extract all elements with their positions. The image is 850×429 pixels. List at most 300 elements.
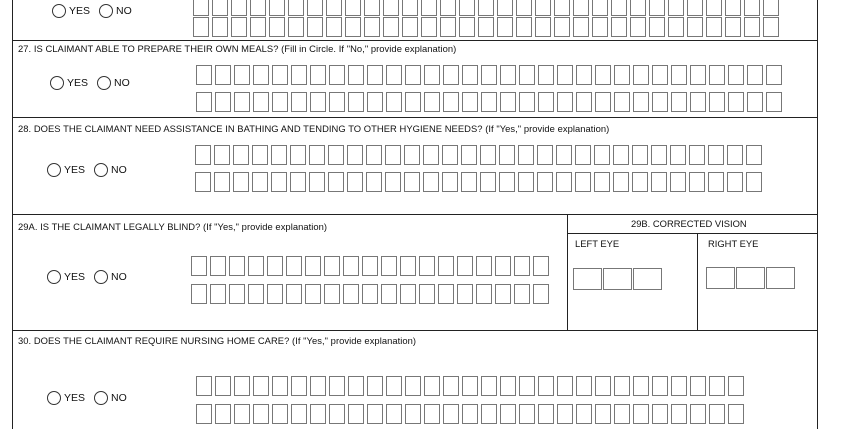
character-box[interactable] [632,172,648,192]
character-box[interactable] [405,92,421,112]
character-box[interactable] [557,65,573,85]
q26-explanation-row-2[interactable] [193,17,782,37]
character-box[interactable] [423,145,439,165]
character-box[interactable] [231,17,247,37]
character-box[interactable] [652,376,668,396]
character-box[interactable] [348,92,364,112]
character-box[interactable] [537,172,553,192]
character-box[interactable] [652,65,668,85]
character-box[interactable] [461,172,477,192]
character-box[interactable] [362,256,378,276]
character-box[interactable] [480,172,496,192]
character-box[interactable] [500,92,516,112]
character-box[interactable] [291,92,307,112]
character-box[interactable] [576,65,592,85]
character-box[interactable] [253,404,269,424]
character-box[interactable] [234,92,250,112]
character-box[interactable] [229,284,245,304]
character-box[interactable] [250,0,266,16]
character-box[interactable] [706,267,735,289]
character-box[interactable] [196,376,212,396]
character-box[interactable] [690,404,706,424]
character-box[interactable] [366,172,382,192]
character-box[interactable] [367,404,383,424]
character-box[interactable] [248,256,264,276]
character-box[interactable] [348,376,364,396]
character-box[interactable] [215,404,231,424]
character-box[interactable] [386,65,402,85]
character-box[interactable] [462,92,478,112]
character-box[interactable] [462,376,478,396]
character-box[interactable] [557,404,573,424]
character-box[interactable] [291,404,307,424]
character-box[interactable] [347,145,363,165]
character-box[interactable] [442,145,458,165]
character-box[interactable] [310,65,326,85]
yes-radio[interactable] [47,270,61,284]
character-box[interactable] [364,0,380,16]
character-box[interactable] [288,0,304,16]
character-box[interactable] [728,404,744,424]
character-box[interactable] [191,284,207,304]
character-box[interactable] [404,172,420,192]
character-box[interactable] [443,65,459,85]
character-box[interactable] [535,17,551,37]
character-box[interactable] [438,256,454,276]
character-box[interactable] [500,376,516,396]
character-box[interactable] [538,92,554,112]
character-box[interactable] [462,65,478,85]
character-box[interactable] [519,376,535,396]
character-box[interactable] [746,172,762,192]
character-box[interactable] [651,145,667,165]
character-box[interactable] [766,92,782,112]
character-box[interactable] [633,376,649,396]
q27-explanation-row-2[interactable] [196,92,785,112]
character-box[interactable] [573,0,589,16]
yes-radio[interactable] [47,391,61,405]
character-box[interactable] [614,376,630,396]
character-box[interactable] [476,256,492,276]
character-box[interactable] [668,0,684,16]
character-box[interactable] [556,172,572,192]
no-radio[interactable] [94,391,108,405]
character-box[interactable] [347,172,363,192]
character-box[interactable] [440,17,456,37]
character-box[interactable] [329,404,345,424]
character-box[interactable] [706,0,722,16]
character-box[interactable] [424,92,440,112]
character-box[interactable] [495,256,511,276]
character-box[interactable] [514,284,530,304]
character-box[interactable] [592,17,608,37]
q29a-explanation-row-1[interactable] [191,256,552,276]
character-box[interactable] [671,92,687,112]
character-box[interactable] [212,0,228,16]
character-box[interactable] [443,376,459,396]
no-radio[interactable] [94,163,108,177]
character-box[interactable] [442,172,458,192]
character-box[interactable] [633,268,662,290]
character-box[interactable] [500,404,516,424]
character-box[interactable] [386,376,402,396]
character-box[interactable] [288,17,304,37]
character-box[interactable] [457,284,473,304]
character-box[interactable] [649,17,665,37]
q27-explanation-row-1[interactable] [196,65,785,85]
character-box[interactable] [267,284,283,304]
character-box[interactable] [576,376,592,396]
character-box[interactable] [633,65,649,85]
character-box[interactable] [328,172,344,192]
character-box[interactable] [286,256,302,276]
character-box[interactable] [195,145,211,165]
character-box[interactable] [253,65,269,85]
right-eye-boxes[interactable] [706,267,796,289]
character-box[interactable] [495,284,511,304]
character-box[interactable] [518,145,534,165]
character-box[interactable] [573,268,602,290]
character-box[interactable] [706,17,722,37]
character-box[interactable] [709,92,725,112]
character-box[interactable] [603,268,632,290]
character-box[interactable] [405,404,421,424]
character-box[interactable] [611,0,627,16]
character-box[interactable] [630,0,646,16]
character-box[interactable] [576,92,592,112]
character-box[interactable] [633,404,649,424]
character-box[interactable] [267,256,283,276]
character-box[interactable] [630,17,646,37]
character-box[interactable] [250,17,266,37]
character-box[interactable] [614,92,630,112]
character-box[interactable] [310,92,326,112]
character-box[interactable] [499,145,515,165]
left-eye-boxes[interactable] [573,268,663,290]
character-box[interactable] [345,17,361,37]
character-box[interactable] [535,0,551,16]
character-box[interactable] [481,92,497,112]
character-box[interactable] [233,172,249,192]
character-box[interactable] [611,17,627,37]
character-box[interactable] [763,0,779,16]
character-box[interactable] [193,17,209,37]
character-box[interactable] [554,0,570,16]
character-box[interactable] [419,284,435,304]
character-box[interactable] [381,284,397,304]
character-box[interactable] [518,172,534,192]
character-box[interactable] [538,376,554,396]
character-box[interactable] [343,284,359,304]
character-box[interactable] [286,284,302,304]
character-box[interactable] [310,376,326,396]
character-box[interactable] [367,92,383,112]
character-box[interactable] [516,17,532,37]
character-box[interactable] [614,404,630,424]
character-box[interactable] [324,256,340,276]
character-box[interactable] [481,376,497,396]
character-box[interactable] [725,17,741,37]
character-box[interactable] [727,145,743,165]
character-box[interactable] [459,17,475,37]
character-box[interactable] [367,65,383,85]
character-box[interactable] [500,65,516,85]
character-box[interactable] [709,65,725,85]
character-box[interactable] [690,92,706,112]
character-box[interactable] [326,17,342,37]
character-box[interactable] [215,376,231,396]
character-box[interactable] [575,172,591,192]
character-box[interactable] [594,145,610,165]
character-box[interactable] [556,145,572,165]
character-box[interactable] [670,172,686,192]
character-box[interactable] [671,65,687,85]
character-box[interactable] [196,65,212,85]
character-box[interactable] [557,376,573,396]
character-box[interactable] [595,65,611,85]
character-box[interactable] [671,404,687,424]
character-box[interactable] [348,404,364,424]
character-box[interactable] [651,172,667,192]
character-box[interactable] [367,376,383,396]
character-box[interactable] [362,284,378,304]
character-box[interactable] [290,145,306,165]
character-box[interactable] [595,404,611,424]
yes-radio[interactable] [50,76,64,90]
character-box[interactable] [573,17,589,37]
character-box[interactable] [405,65,421,85]
character-box[interactable] [461,145,477,165]
character-box[interactable] [345,0,361,16]
character-box[interactable] [668,17,684,37]
character-box[interactable] [763,17,779,37]
character-box[interactable] [196,92,212,112]
character-box[interactable] [516,0,532,16]
character-box[interactable] [746,145,762,165]
character-box[interactable] [404,145,420,165]
character-box[interactable] [476,284,492,304]
character-box[interactable] [210,256,226,276]
character-box[interactable] [305,284,321,304]
q30-explanation-row-1[interactable] [196,376,747,396]
character-box[interactable] [687,17,703,37]
character-box[interactable] [557,92,573,112]
character-box[interactable] [305,256,321,276]
character-box[interactable] [594,172,610,192]
character-box[interactable] [329,65,345,85]
character-box[interactable] [575,145,591,165]
character-box[interactable] [329,376,345,396]
character-box[interactable] [421,17,437,37]
character-box[interactable] [689,145,705,165]
no-radio[interactable] [99,4,113,18]
character-box[interactable] [309,172,325,192]
character-box[interactable] [497,17,513,37]
character-box[interactable] [595,92,611,112]
character-box[interactable] [195,172,211,192]
character-box[interactable] [366,145,382,165]
character-box[interactable] [708,172,724,192]
character-box[interactable] [386,404,402,424]
character-box[interactable] [519,92,535,112]
character-box[interactable] [348,65,364,85]
character-box[interactable] [324,284,340,304]
character-box[interactable] [191,256,207,276]
q28-explanation-row-2[interactable] [195,172,765,192]
character-box[interactable] [725,0,741,16]
character-box[interactable] [307,0,323,16]
character-box[interactable] [233,145,249,165]
character-box[interactable] [269,17,285,37]
character-box[interactable] [419,256,435,276]
character-box[interactable] [478,17,494,37]
character-box[interactable] [385,172,401,192]
character-box[interactable] [443,92,459,112]
character-box[interactable] [253,376,269,396]
character-box[interactable] [215,92,231,112]
character-box[interactable] [709,376,725,396]
character-box[interactable] [538,404,554,424]
character-box[interactable] [364,17,380,37]
no-radio[interactable] [94,270,108,284]
character-box[interactable] [310,404,326,424]
character-box[interactable] [424,65,440,85]
character-box[interactable] [231,0,247,16]
character-box[interactable] [537,145,553,165]
character-box[interactable] [309,145,325,165]
character-box[interactable] [459,0,475,16]
character-box[interactable] [229,256,245,276]
character-box[interactable] [728,65,744,85]
character-box[interactable] [272,92,288,112]
q28-explanation-row-1[interactable] [195,145,765,165]
character-box[interactable] [210,284,226,304]
character-box[interactable] [252,145,268,165]
character-box[interactable] [421,0,437,16]
character-box[interactable] [271,145,287,165]
character-box[interactable] [652,404,668,424]
character-box[interactable] [649,0,665,16]
character-box[interactable] [248,284,264,304]
character-box[interactable] [687,0,703,16]
character-box[interactable] [383,0,399,16]
character-box[interactable] [400,284,416,304]
character-box[interactable] [480,145,496,165]
character-box[interactable] [234,376,250,396]
character-box[interactable] [633,92,649,112]
character-box[interactable] [234,404,250,424]
character-box[interactable] [533,284,549,304]
q30-explanation-row-2[interactable] [196,404,747,424]
character-box[interactable] [519,404,535,424]
character-box[interactable] [744,17,760,37]
character-box[interactable] [592,0,608,16]
character-box[interactable] [196,404,212,424]
character-box[interactable] [728,376,744,396]
character-box[interactable] [400,256,416,276]
character-box[interactable] [252,172,268,192]
character-box[interactable] [554,17,570,37]
character-box[interactable] [291,65,307,85]
character-box[interactable] [690,376,706,396]
character-box[interactable] [708,145,724,165]
character-box[interactable] [443,404,459,424]
character-box[interactable] [538,65,554,85]
character-box[interactable] [747,65,763,85]
character-box[interactable] [405,376,421,396]
character-box[interactable] [381,256,397,276]
character-box[interactable] [385,145,401,165]
character-box[interactable] [576,404,592,424]
character-box[interactable] [290,172,306,192]
character-box[interactable] [481,65,497,85]
character-box[interactable] [689,172,705,192]
character-box[interactable] [519,65,535,85]
character-box[interactable] [671,376,687,396]
yes-radio[interactable] [47,163,61,177]
character-box[interactable] [424,404,440,424]
character-box[interactable] [272,376,288,396]
character-box[interactable] [727,172,743,192]
character-box[interactable] [329,92,345,112]
character-box[interactable] [670,145,686,165]
character-box[interactable] [423,172,439,192]
character-box[interactable] [744,0,760,16]
character-box[interactable] [613,172,629,192]
character-box[interactable] [690,65,706,85]
character-box[interactable] [438,284,454,304]
character-box[interactable] [766,267,795,289]
yes-radio[interactable] [52,4,66,18]
character-box[interactable] [497,0,513,16]
character-box[interactable] [514,256,530,276]
character-box[interactable] [212,17,228,37]
character-box[interactable] [747,92,763,112]
character-box[interactable] [193,0,209,16]
q26-explanation-row-1[interactable] [193,0,782,16]
character-box[interactable] [614,65,630,85]
character-box[interactable] [328,145,344,165]
character-box[interactable] [613,145,629,165]
no-radio[interactable] [97,76,111,90]
character-box[interactable] [728,92,744,112]
character-box[interactable] [234,65,250,85]
character-box[interactable] [402,0,418,16]
character-box[interactable] [709,404,725,424]
character-box[interactable] [440,0,456,16]
character-box[interactable] [291,376,307,396]
character-box[interactable] [533,256,549,276]
character-box[interactable] [478,0,494,16]
character-box[interactable] [326,0,342,16]
character-box[interactable] [215,65,231,85]
character-box[interactable] [272,65,288,85]
character-box[interactable] [402,17,418,37]
character-box[interactable] [307,17,323,37]
character-box[interactable] [214,172,230,192]
character-box[interactable] [652,92,668,112]
character-box[interactable] [457,256,473,276]
character-box[interactable] [269,0,285,16]
character-box[interactable] [499,172,515,192]
character-box[interactable] [386,92,402,112]
character-box[interactable] [424,376,440,396]
character-box[interactable] [632,145,648,165]
character-box[interactable] [383,17,399,37]
character-box[interactable] [253,92,269,112]
character-box[interactable] [343,256,359,276]
character-box[interactable] [736,267,765,289]
